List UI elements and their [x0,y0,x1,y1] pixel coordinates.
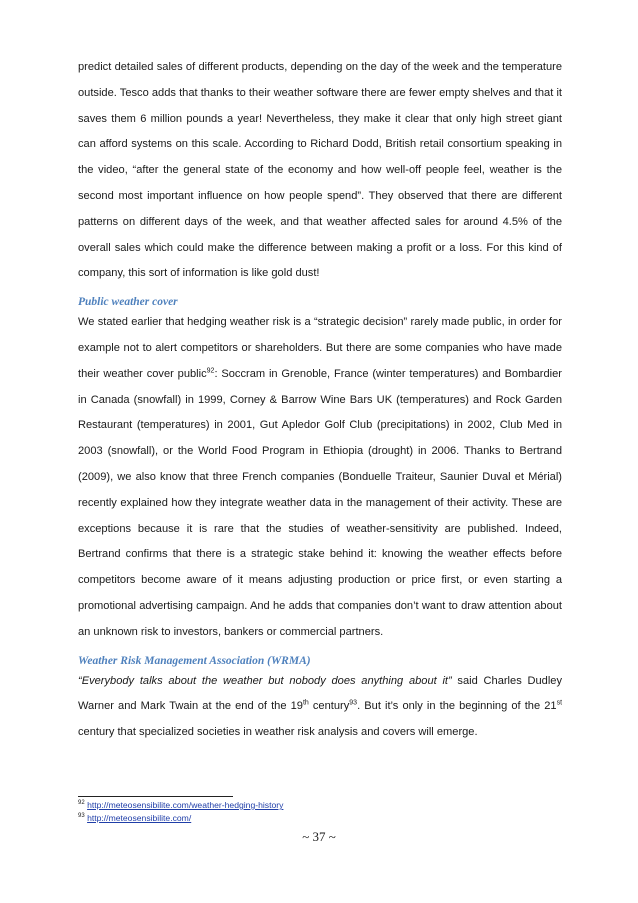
footnote-ref-92[interactable]: 92 [206,367,215,375]
page-number: ~ 37 ~ [302,829,336,844]
paragraph-public-weather-cover [78,310,562,645]
superscript-th: th [302,699,309,707]
footnote-ref-93[interactable]: 93 [349,699,358,707]
footnote-link-92[interactable]: http://meteosensibilite.com/weather-hedging-history [87,800,284,810]
footnote-separator [78,796,233,797]
footnotes [78,799,562,825]
page-content [78,55,562,746]
paragraph-wrma [78,669,562,746]
quote-text: “Everybody talks about the weather but nobody does anything about it” [78,674,452,687]
paragraph-text: said Charles Dudley Warner and Mark Twain at the end of the 19 [78,674,563,713]
paragraph-text: We stated earlier that hedging weather risk is a “strategic decision” rarely made public, in order for example not to alert competitors or shareholders. But there are some companies who have made their weather cover public [78,316,562,380]
footnote-92 [78,799,562,812]
footnote-93 [78,812,562,825]
heading-wrma: Weather Risk Management Association (WRMA) [78,654,311,667]
paragraph-text: : Soccram in Grenoble, France (winter temperatures) and Bombardier in Canada (snowfall) in 1999, Corney & Barrow Wine Bars UK (temperatures) and Rock Garden Restaurant (temperatures) in 2001, Gut Apledor Golf Club (precipitations) in 2002, Club Med in 2003 (snowfall), or the World Food Program in Ethiopia (drought) in 2006. Thanks to Bertrand (2009), we also know that three French companies (Bonduelle Traiteur, Saunier Duval et Mérial) recently explained how they integrate weather data in the management of their activity. These are exceptions because it is rare that the studies of weather-sensitivity are published. Indeed, Bertrand confirms that there is a strategic stake behind it: knowing the weather effects before competitors become aware of it means adjusting production or price first, or even starting a promotional advertising campaign. And he adds that companies don’t want to draw attention about an unknown risk to investors, bankers or commercial partners. [78,367,562,638]
heading-public-weather-cover: Public weather cover [78,296,178,309]
paragraph-tesco: predict detailed sales of different products, depending on the day of the week and the temperature outside. Tesco adds that thanks to their weather software there are fewer empty shelves and that it saves them 6 million pounds a year! Nevertheless, they make it clear that only high street giant can afford systems on this scale. According to Richard Dodd, British retail consortium speaking in the video, “after the general state of the economy and how well-off people feel, weather is the second most important influence on how people spend”. They observed that there are different patterns on different days of the week, and that weather affected sales for around 4.5% of the overall sales which could make the difference between making a profit or a loss. For this kind of company, this sort of information is like gold dust! [78,61,562,280]
paragraph-text: century [308,700,350,713]
paragraph-text: century that specialized societies in weather risk analysis and covers will emerge. [78,726,478,739]
footnote-number: 92 [78,800,85,807]
superscript-st: st [556,699,563,707]
footnote-number: 93 [78,813,85,820]
paragraph-text: . But it’s only in the beginning of the 21 [357,700,557,713]
footnote-link-93[interactable]: http://meteosensibilite.com/ [87,813,192,823]
